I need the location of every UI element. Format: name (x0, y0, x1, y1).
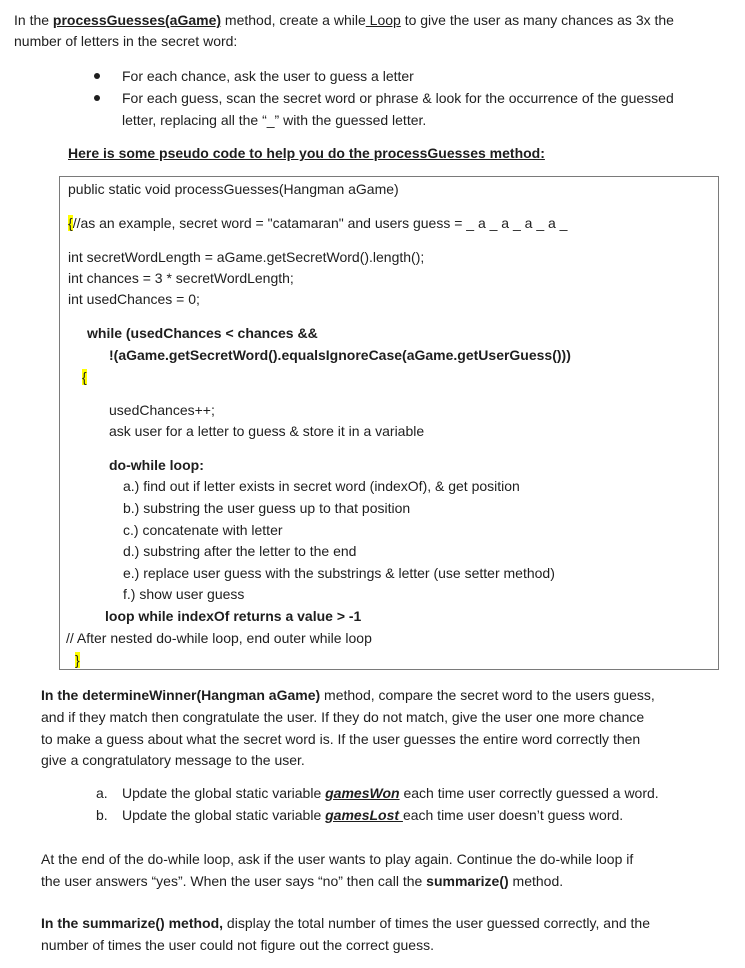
code-after-comment: // After nested do-while loop, end outer while loop (66, 630, 372, 646)
bullet-1: For each chance, ask the user to guess a letter (122, 68, 414, 84)
update-text: each time user doesn’t guess word. (402, 807, 624, 823)
code-decl-2: int chances = 3 * secretWordLength; (68, 270, 294, 286)
update-b (122, 805, 623, 825)
code-ask-user: ask user for a letter to guess & store it in a variable (109, 423, 425, 439)
winner-line-1 (41, 685, 655, 705)
winner-text: method, compare the secret word to the users guess, (320, 687, 655, 703)
code-close-brace-line (75, 650, 80, 670)
end-loop-text: the user answers “yes”. When the user says “no” then call the (41, 873, 427, 889)
end-loop-text: method. (508, 873, 564, 889)
update-text: each time user correctly guessed a word. (399, 785, 659, 801)
code-example-comment: //as an example, secret word = "catamaran" and users guess = _ a _ a _ a _ a _ (72, 215, 568, 231)
update-text: Update the global static variable (122, 785, 326, 801)
intro-line-1 (14, 10, 674, 30)
code-close-brace: } (75, 652, 80, 668)
code-loop-while: loop while indexOf returns a value > -1 (105, 608, 362, 624)
update-b-marker: b. (96, 807, 108, 823)
code-step-c: c.) concatenate with letter (123, 522, 283, 538)
summarize-text: display the total number of times the user guessed correctly, and the (223, 915, 650, 931)
intro-line-2: number of letters in the secret word: (14, 33, 238, 49)
method-name-summarize: summarize() (426, 873, 509, 889)
winner-line-3: to make a guess about what the secret word is. If the user guesses the entire word correctly then (41, 731, 641, 747)
update-a-marker: a. (96, 785, 108, 801)
method-name-determine-winner: In the determineWinner(Hangman aGame) (41, 687, 321, 703)
winner-line-2: and if they match then congratulate the user. If they do not match, give the user one more chance (41, 709, 645, 725)
code-decl-1: int secretWordLength = aGame.getSecretWord().length(); (68, 249, 425, 265)
code-do-while: do-while loop: (109, 457, 204, 473)
code-step-b: b.) substring the user guess up to that position (123, 500, 411, 516)
code-decl-3: int usedChances = 0; (68, 291, 200, 307)
summarize-line-2: number of times the user could not figure out the correct guess. (41, 937, 434, 953)
code-brace: { (82, 369, 87, 385)
code-step-e: e.) replace user guess with the substrings & letter (use setter method) (123, 565, 555, 581)
bullet-dot (94, 95, 100, 101)
bullet-2-line-1: For each guess, scan the secret word or phrase & look for the occurrence of the guessed (122, 90, 674, 106)
code-step-f: f.) show user guess (123, 586, 245, 602)
var-games-won: gamesWon (325, 785, 400, 801)
loop-word: Loop (365, 12, 401, 28)
pseudo-code-heading: Here is some pseudo code to help you do the processGuesses method: (68, 145, 545, 161)
code-inner-open-brace (82, 367, 87, 387)
bullet-2-line-2: letter, replacing all the “_” with the guessed letter. (122, 112, 427, 128)
summarize-line-1 (41, 913, 650, 933)
summarize-heading: In the summarize() method, (41, 915, 224, 931)
intro-text: method, create a while (221, 12, 366, 28)
code-while-2: !(aGame.getSecretWord().equalsIgnoreCase(aGame.getUserGuess())) (109, 347, 571, 363)
var-games-lost: gamesLost (325, 807, 403, 823)
code-step-d: d.) substring after the letter to the end (123, 543, 357, 559)
code-while-1: while (usedChances < chances && (87, 325, 318, 341)
bullet-dot (94, 73, 100, 79)
code-used-increment: usedChances++; (109, 402, 215, 418)
intro-text: In the (14, 12, 53, 28)
end-loop-line-2 (41, 871, 563, 891)
end-loop-line-1: At the end of the do-while loop, ask if the user wants to play again. Continue the do-while loop if (41, 851, 634, 867)
method-name-process-guesses: processGuesses(aGame) (52, 12, 222, 28)
update-a (122, 783, 659, 803)
intro-text: to give the user as many chances as 3x the (400, 12, 674, 28)
winner-line-4: give a congratulatory message to the user. (41, 752, 305, 768)
update-text: Update the global static variable (122, 807, 326, 823)
code-example-line (68, 213, 567, 233)
code-open-brace: { (68, 215, 73, 231)
code-signature: public static void processGuesses(Hangman aGame) (68, 181, 399, 197)
code-step-a: a.) find out if letter exists in secret word (indexOf), & get position (123, 478, 520, 494)
